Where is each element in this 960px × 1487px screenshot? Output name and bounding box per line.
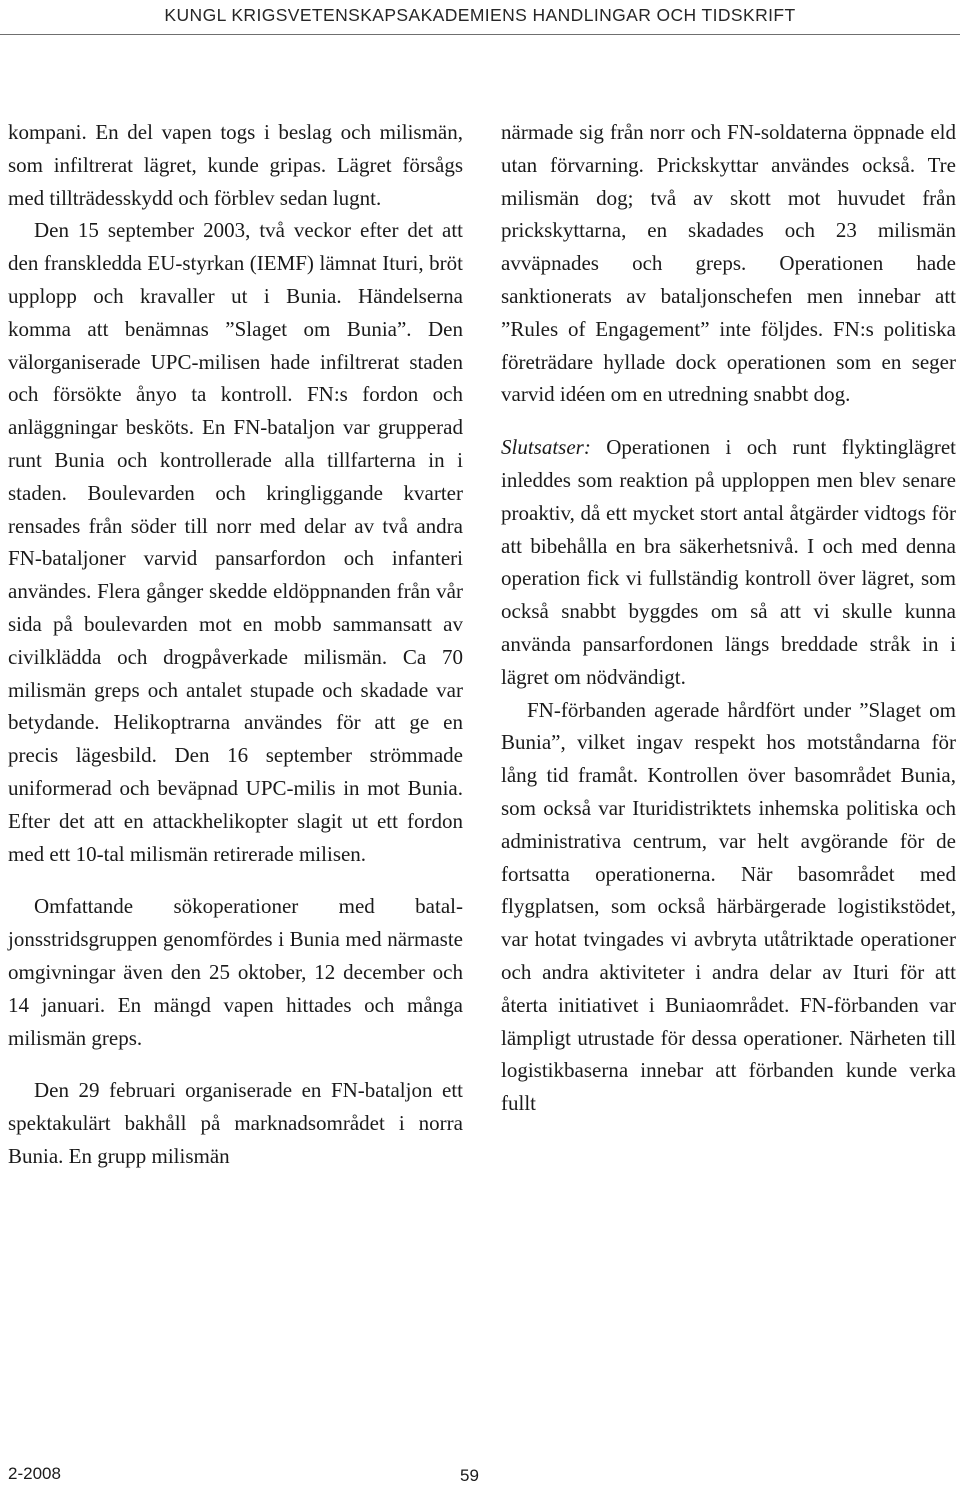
issue-number: 2-2008 bbox=[8, 1464, 61, 1483]
paragraph-right-2 bbox=[501, 431, 956, 693]
paragraph-left-4: Den 29 februari organiserade en FN-bataljon ett spektakulärt bakhåll på marknadsområdet i norra Bunia. En grupp milismän bbox=[8, 1078, 463, 1168]
conclusion-text: Operationen i och runt flyktinglägret inleddes som reaktion på upploppen men blev senare proaktiv, då ett mycket stort antal åtgärder vidtogs för att bibehålla en bra säkerhetsnivå. I och med denna operation fick vi fullständig kontroll över lägret, som också snabbt byggdes om så att vi skulle kunna använda pansarfordonen längs breddade stråk in i lägret om nödvändigt. bbox=[501, 435, 956, 689]
paragraph-left-1: kompani. En del vapen togs i beslag och milismän, som infiltrerat lägret, kunde gripas. Lägret försågs med tillträdesskydd och förblev sedan lugnt. bbox=[8, 120, 463, 210]
paragraph-right-3: FN-förbanden agerade hårdfört under ”Slaget om Bunia”, vilket ingav respekt hos motståndarna för lång tid framåt. Kontrollen över basområdet Bunia, som också var Ituridistriktets inhemska politiska och administrativa centrum, var helt avgörande för de fortsatta operationerna. När basområdet med flygplatsen, som också härbärgerade logistikstödet, var hotat tvingades vi avbryta utåtriktade operationer och andra aktiviteter i andra delar av Ituri för att återta initiativet i Buniaområdet. FN-förbanden var lämpligt utrustade för dessa operationer. Närheten till logistikbaserna innebar att förbanden kunde verka fullt bbox=[501, 697, 956, 1116]
conclusion-label: Slutsatser: bbox=[501, 435, 591, 460]
right-column bbox=[501, 116, 956, 1120]
paragraph-left-3: Omfattande sökoperationer med bataljonsstridsgruppen genomfördes i Bunia med närmaste omgivningar även den 25 oktober, 12 december och 14 januari. En mängd vapen hittades och många milismän greps. bbox=[8, 894, 463, 1050]
paragraph-right-1: närmade sig från norr och FN-soldaterna öppnade eld utan förvarning. Prickskyttar användes också. Tre milismän dog; två av skott mot huvudet från prickskyttarna, en skadades och 23 milismän avväpnades och greps. Operationen hade sanktionerats av bataljonschefen men innebar att ”Rules of Engagement” inte följdes. FN:s politiska företrädare hyllade dock operationen som en seger varvid idéen om en utredning snabbt dog. bbox=[501, 120, 956, 407]
running-header: KUNGL KRIGSVETENSKAPSAKADEMIENS HANDLINGAR OCH TIDSKRIFT bbox=[0, 0, 960, 35]
paragraph-left-2: Den 15 september 2003, två veckor efter det att den franskledda EU-styrkan (IEMF) lämnat Ituri, bröt upplopp och kravaller ut i Bunia. Händelserna komma att benämnas ”Slaget om Bunia”. Den välorganiserade UPC-milisen hade infiltrerat staden och försökte ånyo ta kontroll. FN:s fordon och anläggningar besköts. En FN-bataljon var grupperad runt Bunia och kontrollerade alla tillfarterna in i staden. Boulevarden och kringliggande kvarter rensades från söder till norr med delar av två andra FN-bataljoner varvid pansarfordon och infanteri användes. Flera gånger skedde eldöppnanden från vår sida på boulevarden mot en mobb sammansatt av civilklädda och drogpåverkade milismän. Ca 70 milismän greps och antalet stupade och skadade var betydande. Helikoptrarna användes för att ge en precis lägesbild. Den 16 september strömmade uniformerad och beväpnad UPC-milis in mot Bunia. Efter det att en attackhelikopter slagit ut ett fordon med ett 10-tal milismän retirerade milisen. bbox=[8, 218, 463, 866]
page-number: 59 bbox=[460, 1466, 479, 1485]
left-column bbox=[8, 116, 463, 1173]
